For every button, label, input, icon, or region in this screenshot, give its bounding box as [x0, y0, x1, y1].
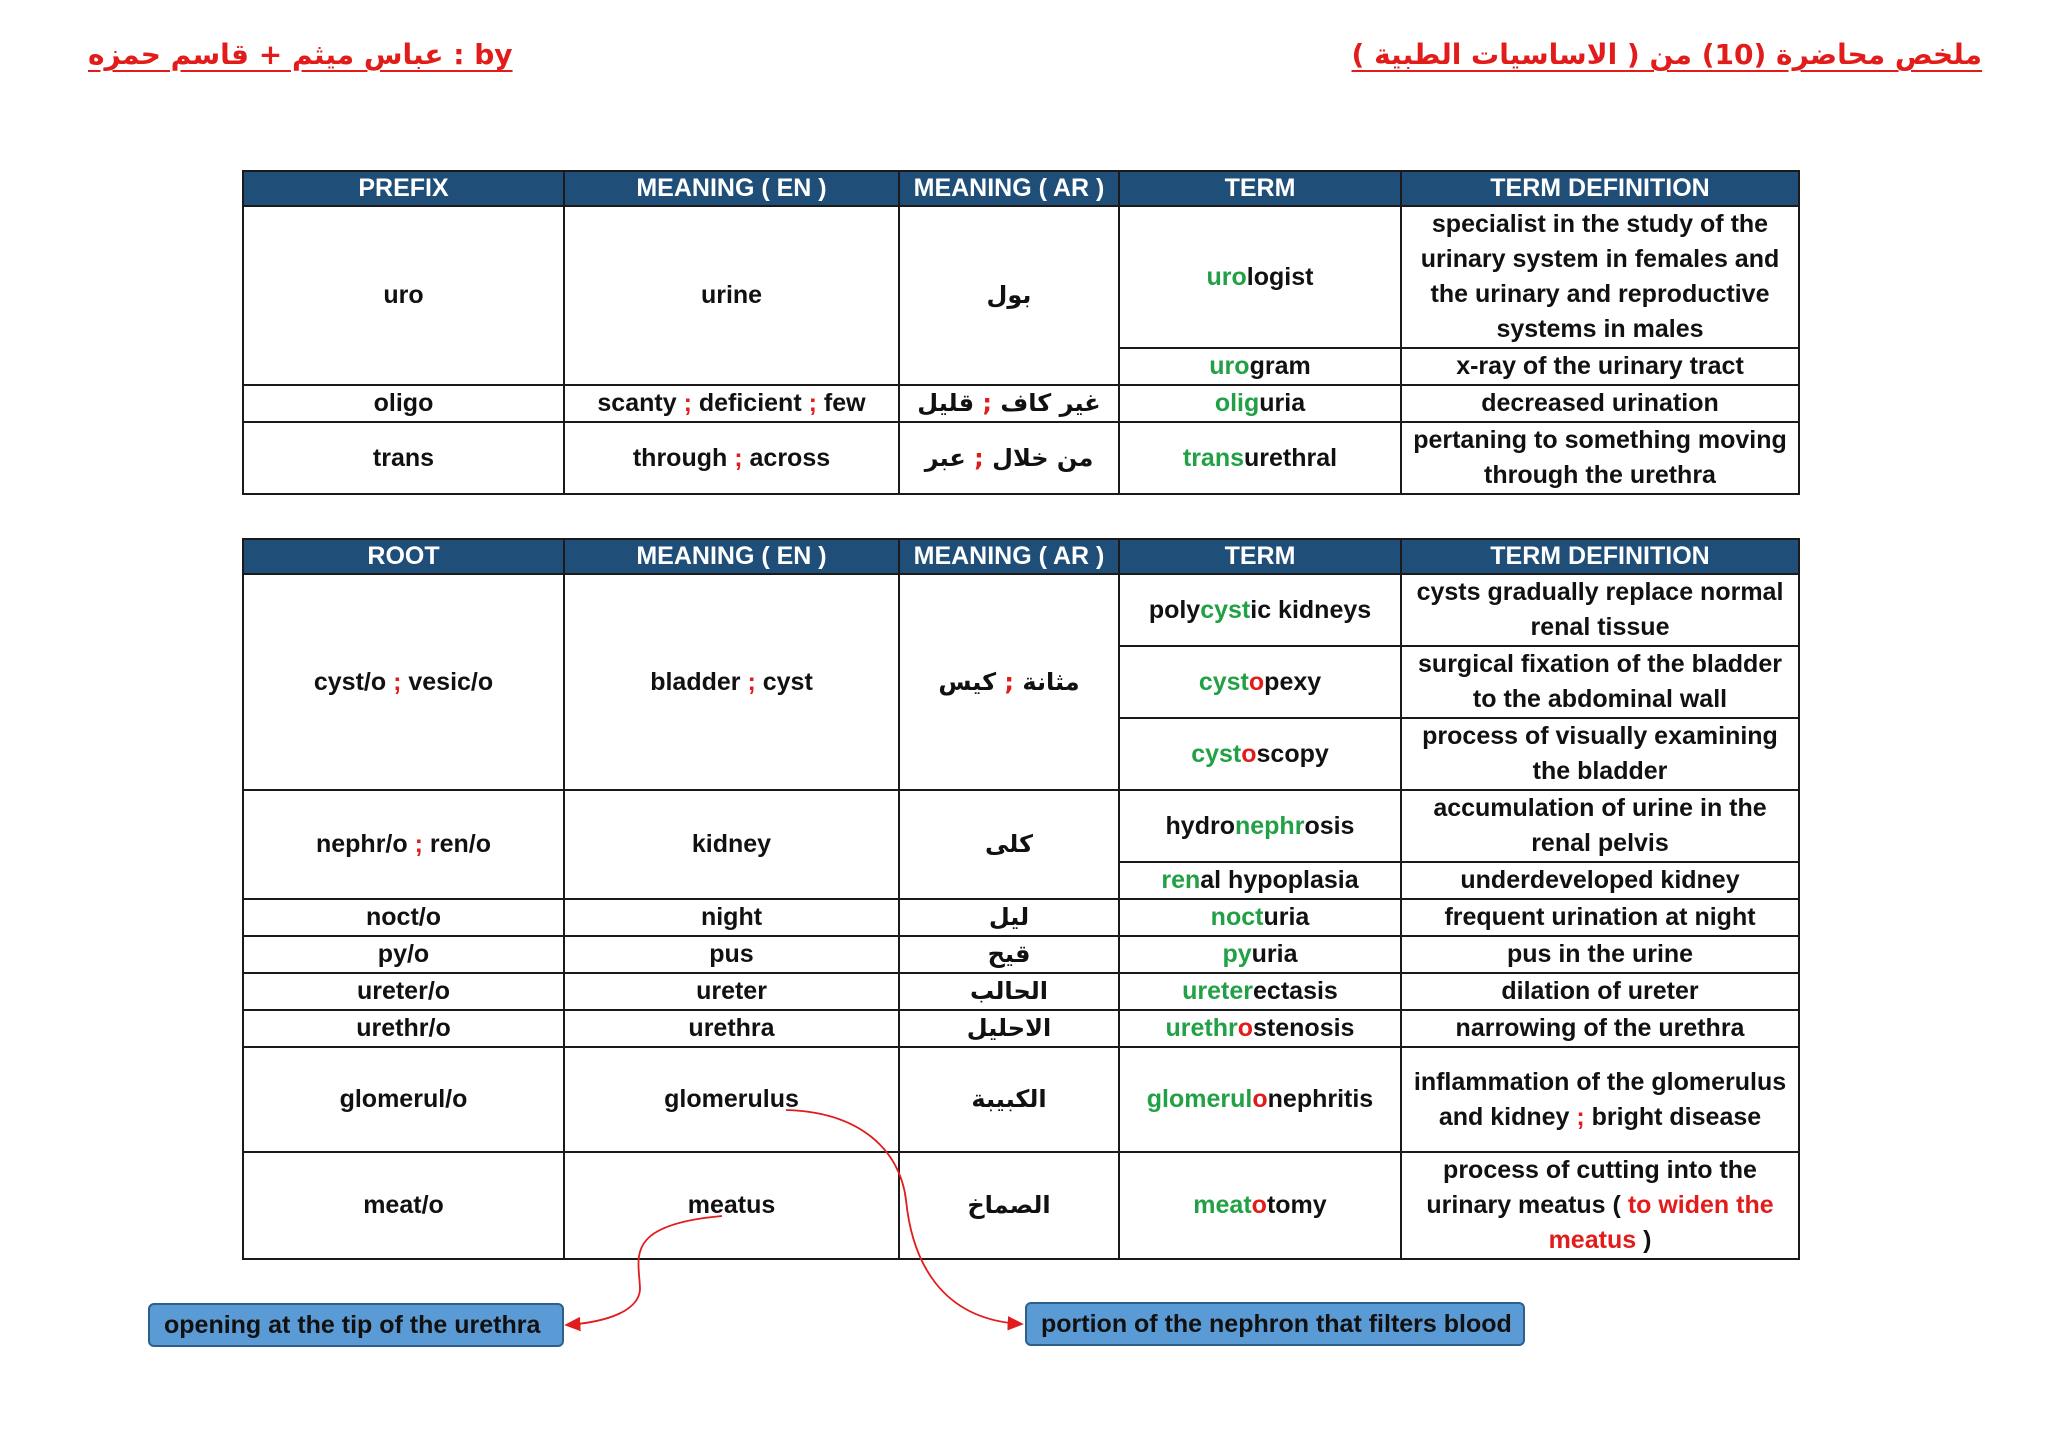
root-cell: nephr/o ; ren/o: [243, 790, 564, 899]
term-cell: pyuria: [1119, 936, 1401, 973]
root-cell: urethr/o: [243, 1010, 564, 1047]
meaning-ar-cell: بول: [899, 206, 1119, 385]
term-cell: urethrostenosis: [1119, 1010, 1401, 1047]
meaning-ar-cell: غير كاف ; قليل: [899, 385, 1119, 422]
meaning-ar-cell: الحالب: [899, 973, 1119, 1010]
definition-cell: inflammation of the glomerulus and kidney ; bright disease: [1401, 1047, 1799, 1152]
term-cell: nocturia: [1119, 899, 1401, 936]
term-cell: ureterectasis: [1119, 973, 1401, 1010]
meaning-en-cell: ureter: [564, 973, 899, 1010]
term-cell: urologist: [1119, 206, 1401, 348]
prefix-table-header: [243, 171, 1799, 206]
term-cell: polycystic kidneys: [1119, 574, 1401, 646]
meaning-ar-cell: ليل: [899, 899, 1119, 936]
col-header-meaning-en: MEANING ( EN ): [564, 171, 899, 206]
meaning-ar-cell: الصماخ: [899, 1152, 1119, 1259]
prefix-cell: uro: [243, 206, 564, 385]
col-header-meaning-ar: MEANING ( AR ): [899, 539, 1119, 574]
term-cell: hydronephrosis: [1119, 790, 1401, 862]
callout-meatus-definition: opening at the tip of the urethra: [148, 1303, 564, 1347]
prefix-cell: oligo: [243, 385, 564, 422]
prefix-cell: trans: [243, 422, 564, 494]
meaning-en-cell: through ; across: [564, 422, 899, 494]
col-header-term-definition: TERM DEFINITION: [1401, 171, 1799, 206]
definition-cell: process of visually examining the bladder: [1401, 718, 1799, 790]
root-cell: py/o: [243, 936, 564, 973]
term-cell: transurethral: [1119, 422, 1401, 494]
author-header: عباس ميثم + قاسم حمزه : by: [88, 38, 513, 71]
definition-cell: accumulation of urine in the renal pelvis: [1401, 790, 1799, 862]
definition-cell: underdeveloped kidney: [1401, 862, 1799, 899]
table-row: [243, 936, 1799, 973]
meaning-en-cell: night: [564, 899, 899, 936]
meaning-ar-cell: الكبيبة: [899, 1047, 1119, 1152]
definition-cell: frequent urination at night: [1401, 899, 1799, 936]
col-header-term: TERM: [1119, 171, 1401, 206]
table-row: [243, 1047, 1799, 1152]
meaning-en-cell: meatus: [564, 1152, 899, 1259]
lecture-title: ملخص محاضرة (10) من ( الاساسيات الطبية ): [1351, 38, 1982, 71]
root-cell: noct/o: [243, 899, 564, 936]
meaning-en-cell: pus: [564, 936, 899, 973]
term-cell: renal hypoplasia: [1119, 862, 1401, 899]
root-cell: glomerul/o: [243, 1047, 564, 1152]
definition-cell: process of cutting into the urinary meatus ( to widen the meatus ): [1401, 1152, 1799, 1259]
meaning-en-cell: kidney: [564, 790, 899, 899]
table-row: [243, 1010, 1799, 1047]
root-table: [242, 538, 1800, 1260]
col-header-root: ROOT: [243, 539, 564, 574]
table-row: [243, 574, 1799, 646]
root-cell: meat/o: [243, 1152, 564, 1259]
term-cell: cystopexy: [1119, 646, 1401, 718]
col-header-meaning-ar: MEANING ( AR ): [899, 171, 1119, 206]
term-cell: glomerulonephritis: [1119, 1047, 1401, 1152]
table-row: [243, 973, 1799, 1010]
col-header-term-definition: TERM DEFINITION: [1401, 539, 1799, 574]
root-cell: ureter/o: [243, 973, 564, 1010]
definition-cell: pus in the urine: [1401, 936, 1799, 973]
meaning-ar-cell: قيح: [899, 936, 1119, 973]
col-header-prefix: PREFIX: [243, 171, 564, 206]
meaning-en-cell: glomerulus: [564, 1047, 899, 1152]
meaning-ar-cell: مثانة ; كيس: [899, 574, 1119, 790]
definition-cell: dilation of ureter: [1401, 973, 1799, 1010]
definition-cell: decreased urination: [1401, 385, 1799, 422]
meaning-en-cell: urine: [564, 206, 899, 385]
table-row: [243, 1152, 1799, 1259]
term-cell: meatotomy: [1119, 1152, 1401, 1259]
definition-cell: specialist in the study of the urinary system in females and the urinary and reproductive systems in males: [1401, 206, 1799, 348]
meaning-en-cell: urethra: [564, 1010, 899, 1047]
meaning-en-cell: bladder ; cyst: [564, 574, 899, 790]
table-row: [243, 422, 1799, 494]
table-row: [243, 899, 1799, 936]
prefix-table: [242, 170, 1800, 495]
definition-cell: narrowing of the urethra: [1401, 1010, 1799, 1047]
meaning-ar-cell: من خلال ; عبر: [899, 422, 1119, 494]
term-cell: cystoscopy: [1119, 718, 1401, 790]
definition-cell: pertaning to something moving through the urethra: [1401, 422, 1799, 494]
table-row: [243, 790, 1799, 862]
term-cell: urogram: [1119, 348, 1401, 385]
meaning-ar-cell: الاحليل: [899, 1010, 1119, 1047]
meaning-en-cell: scanty ; deficient ; few: [564, 385, 899, 422]
definition-cell: surgical fixation of the bladder to the abdominal wall: [1401, 646, 1799, 718]
definition-cell: cysts gradually replace normal renal tissue: [1401, 574, 1799, 646]
col-header-meaning-en: MEANING ( EN ): [564, 539, 899, 574]
table-row: [243, 385, 1799, 422]
meaning-ar-cell: كلى: [899, 790, 1119, 899]
callout-glomerulus-definition: portion of the nephron that filters blood: [1025, 1302, 1525, 1346]
definition-cell: x-ray of the urinary tract: [1401, 348, 1799, 385]
term-cell: oliguria: [1119, 385, 1401, 422]
col-header-term: TERM: [1119, 539, 1401, 574]
table-row: [243, 206, 1799, 348]
root-table-header: [243, 539, 1799, 574]
root-cell: cyst/o ; vesic/o: [243, 574, 564, 790]
